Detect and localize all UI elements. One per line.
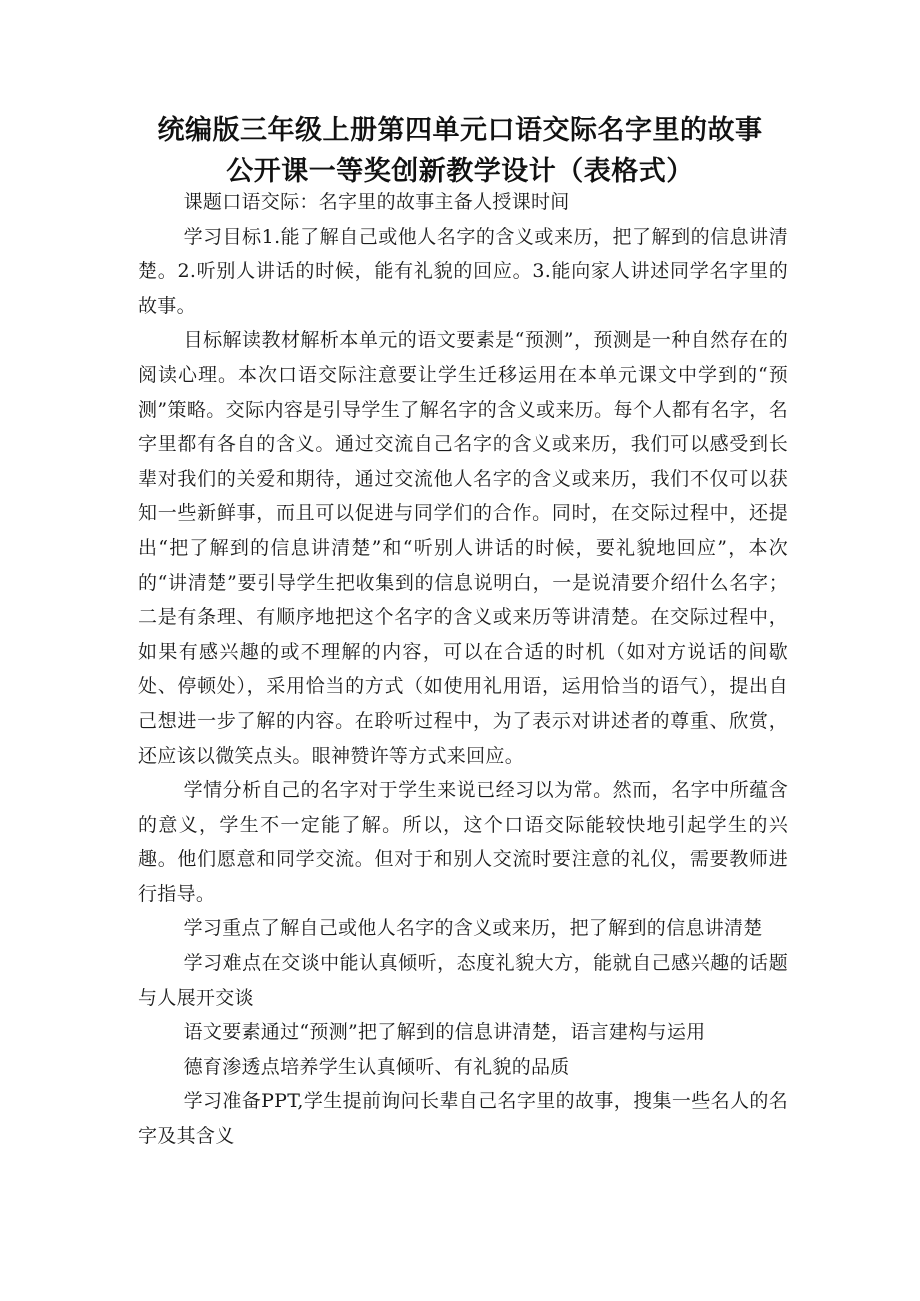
document-title-line-2: 公开课一等奖创新教学设计（表格式） [226, 156, 694, 187]
paragraph-student-analysis: 学情分析自己的名字对于学生来说已经习以为常。然而，名字中所蕴含的意义，学生不一定能了解。所以，这个口语交际能较快地引起学生的兴趣。他们愿意和同学交流。但对于和别人交流时要注意的礼仪，需要教师进行指导。 [138, 779, 788, 905]
paragraph-language-elements: 语文要素通过“预测”把了解到的信息讲清楚，语言建构与运用 [183, 1021, 706, 1044]
paragraph-preparation: 学习准备PPT,学生提前询问长辈自己名字里的故事，搜集一些名人的名字及其含义 [138, 1090, 788, 1148]
document-title-line-1: 统编版三年级上册第四单元口语交际名字里的故事 [157, 115, 763, 146]
paragraph-topic: 课题口语交际：名字里的故事主备人授课时间 [183, 191, 570, 213]
document-body [138, 185, 788, 1154]
paragraph-learning-goals: 学习目标1.能了解自己或他人名字的含义或来历，把了解到的信息讲清楚。2.听别人讲话的时候，能有礼貌的回应。3.能向家人讲述同学名字里的故事。 [138, 225, 788, 317]
paragraph-goal-interpretation: 目标解读教材解析本单元的语文要素是“预测”，预测是一种自然存在的阅读心理。本次口语交际注意要让学生迁移运用在本单元课文中学到的“预测”策略。交际内容是引导学生了解名字的含义或来历。每个人都有名字，名字里都有各自的含义。通过交流自己名字的含义或来历，我们可以感受到长辈对我们的关爱和期待，通过交流他人名字的含义或来历，我们不仅可以获知一些新鲜事，而且可以促进与同学们的合作。同时，在交际过程中，还提出“把了解到的信息讲清楚”和“听别人讲话的时候，要礼貌地回应”，本次的“讲清楚”要引导学生把收集到的信息说明白，一是说清要介绍什么名字；二是有条理、有顺序地把这个名字的含义或来历等讲清楚。在交际过程中，如果有感兴趣的或不理解的内容，可以在合适的时机（如对方说话的间歇处、停顿处），采用恰当的方式（如使用礼用语，运用恰当的语气），提出自己想进一步了解的内容。在聆听过程中，为了表示对讲述者的尊重、欣赏，还应该以微笑点头。眼神赞许等方式来回应。 [138, 329, 788, 767]
paragraph-difficulties: 学习难点在交谈中能认真倾听，态度礼貌大方，能就自己感兴趣的话题与人展开交谈 [138, 952, 788, 1009]
paragraph-moral-education: 德育渗透点培养学生认真倾听、有礼貌的品质 [183, 1055, 570, 1078]
paragraph-key-points: 学习重点了解自己或他人名字的含义或来历，把了解到的信息讲清楚 [183, 917, 763, 940]
